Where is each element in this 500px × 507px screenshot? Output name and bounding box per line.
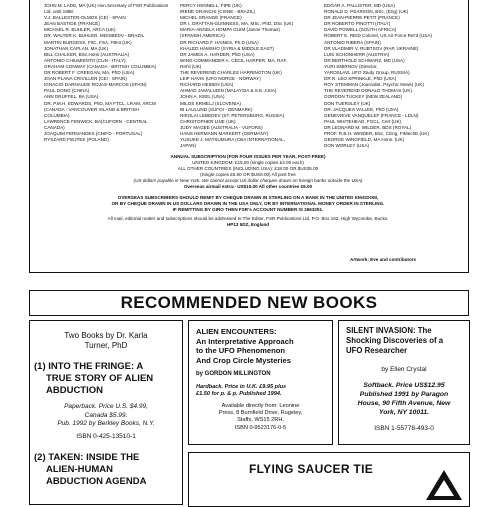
consultant-entry: DR BERTHOLD SCHWARZ, MD (USA) bbox=[324, 57, 405, 63]
silent-title-3: UFO Researcher bbox=[346, 346, 408, 355]
consultant-entry: RYSZARD FIEJTEK (POLAND) bbox=[44, 137, 109, 143]
consultant-entry: GEORGE WINGFIELD, MA Hons. (UK) bbox=[324, 137, 405, 143]
alien-title-2: An Interpretative Approach bbox=[196, 336, 294, 346]
silent-isbn: ISBN 1-55778-493-0 bbox=[374, 425, 434, 432]
consultant-entry: JOHN M. LADE, MA (UK) Hon.Secretary of FSR Publications bbox=[44, 3, 169, 8]
alien-price-2: £1.50 for p. & p. Published 1994. bbox=[196, 391, 282, 398]
consultant-entry: YUSUKE J. MATSUMURA (CBA INTERNATIONAL, bbox=[180, 137, 285, 143]
consultant-entry: JONATHAN CAPLAN, MA (UK) bbox=[44, 45, 108, 51]
consultant-entry: DR. JACQUES VALLEE, PhD (USA) bbox=[324, 106, 399, 112]
book2-title-2: ALIEN-HUMAN bbox=[46, 464, 114, 475]
consultant-entry: GORDON TUCKEY (NEW ZEALAND) bbox=[324, 94, 402, 100]
consultant-entry: GRAHAM CONWAY (CANADA - BRITISH COLUMBIA) bbox=[44, 63, 157, 69]
silent-title-2: Shocking Discoveries of a bbox=[346, 336, 444, 345]
consultant-entry: PROF. R.B.H. WINDER, BSc, CEng, FIMechE (UK) bbox=[324, 130, 429, 136]
consultant-entry: MILOS KRMELJ (SLOVENIA) bbox=[180, 100, 242, 106]
consultants-col-3 bbox=[324, 3, 432, 149]
book1-title-3: ABDUCTION bbox=[46, 385, 103, 396]
subscription-uk: UNITED KINGDOM: £15.00 (single copies £4.00 each) bbox=[192, 160, 304, 166]
consultant-entry: DON TUERSLEY (UK) bbox=[324, 100, 371, 106]
alien-avail-3: Staffs, WS15 2RH. bbox=[237, 417, 284, 424]
triangle-icon bbox=[424, 468, 464, 502]
book1-title-2: TRUE STORY OF ALIEN bbox=[46, 373, 154, 384]
book2-title-3: ABDUCTION AGENDA bbox=[46, 476, 147, 487]
consultant-entry: ROBERT E. REID Colonel, US Air Force Ret'd (USA) bbox=[324, 33, 432, 39]
book1-price-3: Pub. 1992 by Berkley Books, N.Y. bbox=[57, 420, 155, 427]
consultant-entry: DR I. GRATTAN-GUINNESS, MA, MSc, PhD, DSc (UK) bbox=[180, 21, 294, 27]
consultant-entry: BILL CHALKER, BSc.Hons (AUSTRALIA) bbox=[44, 51, 130, 57]
subscription-single: (Single copies £5.00 OR $US9.00) All post free bbox=[200, 172, 296, 178]
consultant-entry: DR R. LEO SPRINKLE, PhD (USA) bbox=[324, 76, 397, 82]
consultant-entry: Ltd. until 1988. bbox=[44, 9, 75, 15]
book1-title-1: (1) INTO THE FRINGE: A bbox=[34, 361, 144, 372]
silent-author: by Ellen Crystal bbox=[381, 366, 427, 373]
consultant-entry: Ret'd (UK) bbox=[180, 63, 202, 69]
consultant-entry: PAUL DONG (CHINA) bbox=[44, 88, 90, 94]
consultant-entry: (SPANISH AMERICA) bbox=[180, 33, 225, 39]
karla-intro-1: Two Books by Dr. Karla bbox=[64, 331, 148, 340]
consultant-entry: DR RICHARD F. HAINES, Ph.D (USA) bbox=[180, 39, 259, 45]
consultant-entry: DR JEAN-PIERRE PETIT (FRANCE) bbox=[324, 15, 400, 21]
book1-price-1: Paperback. Price U.S. $4.99, bbox=[64, 403, 148, 410]
consultant-entry: DR ROBERTO PINOTTI (ITALY) bbox=[324, 21, 391, 27]
consultant-entry: V.J. BALLESTER-OLMOS (CE) - SPAIN bbox=[44, 15, 126, 21]
consultant-entry: LUIS SCHONHERR (AUSTRIA) bbox=[324, 51, 390, 57]
consultant-entry: WING-COMMANDER A. CECIL HARPER, MA, RAF, bbox=[180, 57, 288, 63]
consultant-entry: JOAN PLANA CRIVILLEN (CEI - SPAIN) bbox=[44, 76, 127, 82]
consultant-entry: PERCY HENNELL, FIPE (UK) bbox=[180, 3, 242, 8]
consultant-entry: DR VLADIMIR V. RUBTSOV (RAP, UKRAINE) bbox=[324, 45, 419, 51]
consultant-entry: (CANADA - VANCOUVER ISLAND & BRITISH bbox=[44, 106, 139, 112]
address-line-2: HP13 5DZ, England bbox=[226, 221, 270, 227]
book1-price-2: Canada $5.99. bbox=[84, 411, 128, 419]
consultant-entry: COLUMBIA) bbox=[44, 112, 70, 118]
karla-intro-2: Turner, PhD bbox=[84, 341, 128, 350]
consultant-entry: RONALD D. PEARSON, BSc, (Eng) (UK) bbox=[324, 9, 409, 15]
book2-title-1: (2) TAKEN: INSIDE THE bbox=[34, 452, 140, 463]
consultant-entry: KHALED HAMSHO (SYRIA & MIDDLE EAST) bbox=[180, 45, 274, 51]
alien-isbn: ISBN 0-9523176-0-5 bbox=[234, 424, 287, 431]
consultant-entry: DON WORLEY (USA) bbox=[324, 143, 370, 149]
silent-price-3: House, 90 Fifth Avenue, New bbox=[357, 400, 451, 407]
consultant-entry: MARTIN BURGESS, FIIC, FSA, FBHI (UK) bbox=[44, 39, 132, 45]
consultant-entry: ANTONIO RIBERA (SPAIN) bbox=[324, 39, 381, 45]
consultant-entry: DAVID POWELL (SOUTH AFRICA) bbox=[324, 27, 397, 33]
subscription-title: ANNUAL SUBSCRIPTION (FOR FOUR ISSUES PER YEAR, POST-FREE) bbox=[170, 154, 326, 159]
alien-avail-2: Press, 8 Burnfield Drive, Rugeley, bbox=[218, 410, 303, 417]
consultant-entry: DR JAMES A. HARDER, PhD (USA) bbox=[180, 51, 255, 57]
consultant-entry: YURI SMIRNOV (Director, bbox=[324, 63, 378, 69]
consultant-entry: THE REVEREND DONALD THOMAS (UK) bbox=[324, 88, 412, 94]
consultant-entry: LAWRENCE FENWICK, BA(CUFORN - CENTRAL bbox=[44, 118, 148, 124]
flying-saucer-tie-title: FLYING SAUCER TIE bbox=[249, 462, 374, 476]
consultants-col-1 bbox=[44, 3, 168, 143]
subscription-other: ALL OTHER COUNTRIES (INCLUDING USA): £18.00 OR $US35.00 bbox=[177, 166, 319, 172]
consultant-entry: ANN DRUFFEL, BA (USA) bbox=[44, 94, 99, 100]
consultant-entry: GENEVIEVE VANQUELEF (FRANCE - LDLN) bbox=[324, 112, 419, 118]
consultant-entry: PAUL WHITEHEAD, FGCL, Cert (UK) bbox=[324, 118, 402, 124]
consultant-entry: EDGAR A. PALLISTER, MD (USA) bbox=[324, 3, 395, 8]
remit-line-1: OVERSEAS SUBSCRIBERS SHOULD REMIT BY CHEQUE DRAWN IN STERLING ON A BANK IN THE UNITED KINGDOM, bbox=[117, 194, 379, 200]
consultant-entry: CANADA) bbox=[44, 124, 65, 130]
consultant-entry: CHRISTOPHER LINE (UK) bbox=[180, 118, 236, 124]
consultant-entry: ANTONIO CHIUMIENTO (CUN - ITALY) bbox=[44, 57, 126, 63]
consultant-entry: DR. P.M.H. EDWARDS, PhD, MA FTCL, LRAM, ARCM bbox=[44, 100, 156, 106]
consultant-entry: JOHN A. KEEL (USA) bbox=[180, 94, 225, 100]
book-karla-turner bbox=[29, 320, 183, 505]
consultant-entry: IGNACIO DARNAUDE ROJAS-MARCOS (SPAIN) bbox=[44, 82, 147, 88]
consultant-entry: JOAQUIM FERNANDES (CNIFO - PORTUGAL) bbox=[44, 130, 143, 136]
consultant-entry: HANS HERMANN MARKERT (GERMANY) bbox=[180, 130, 269, 136]
consultant-entry: DR ROBERT F. CREEGAN, MA, PhD (USA) bbox=[44, 70, 135, 76]
consultants-box bbox=[29, 0, 469, 273]
silent-title-1: SILENT INVASION: The bbox=[346, 326, 432, 335]
consultant-entry: NIKOLAI LEBEDEV (ST. PETERSBURG, RUSSIA) bbox=[180, 112, 285, 118]
consultant-entry: IB LAULUND (SUFOI - DENMARK) bbox=[180, 106, 253, 112]
flying-saucer-tie-box bbox=[188, 452, 470, 507]
artwork-credit: Artwork: Eve and contributors bbox=[350, 257, 417, 262]
book-silent-invasion bbox=[338, 320, 470, 445]
consultant-entry: IRENE GRANCHI (CISNE - BRAZIL) bbox=[180, 9, 256, 15]
consultants-col-2 bbox=[180, 3, 293, 149]
alien-avail-1: Available directly from: Leonine bbox=[221, 403, 300, 409]
remit-line-2: OR BY CHEQUE DRAWN IN US DOLLARS DRAWN IN THE USA ONLY, OR BY INTERNATIONAL MONEY ORDER IN STERLING. bbox=[111, 200, 385, 206]
book1-isbn: ISBN 0-425-13510-1 bbox=[76, 433, 136, 440]
consultant-entry: DR. WALTER K. BUHLER, MD/SBEDV - BRAZIL bbox=[44, 33, 145, 39]
alien-title-3: to the UFO Phenomenon bbox=[196, 346, 286, 356]
book-alien-encounters bbox=[188, 320, 333, 445]
subscription-airmail: Overseas airmail extra:- US$10.00 All other countries £6.00 bbox=[183, 184, 313, 190]
section-header: RECOMMENDED NEW BOOKS bbox=[29, 290, 469, 316]
alien-price-1: Hardback. Price in U.K. £9.95 plus bbox=[196, 384, 287, 390]
consultant-entry: JEAN BASTIDE (FRANCE) bbox=[44, 21, 100, 27]
consultant-entry: RICHARD HEIDEN (USA) bbox=[180, 82, 234, 88]
consultant-entry: JUDY MAGEE (AUSTRALIA - VUFORS) bbox=[180, 124, 263, 130]
alien-title-1: ALIEN ENCOUNTERS: bbox=[196, 327, 277, 336]
subscription-note: (US dollars payable in New York. We cannot accept US dollar cheques drawn on foreign banks outside the USA) bbox=[133, 178, 363, 184]
remit-line-3: IF REMITTING BY GIRO THEN FSR's ACCOUNT NUMBER IS 3563251. bbox=[172, 206, 324, 212]
consultant-entry: MICHAEL R. BUHLER, ARCA (UK) bbox=[44, 27, 116, 33]
consultant-entry: JAPAN) bbox=[180, 143, 196, 149]
address-line-1: All mail, editorial matter and subscriptions should be addressed to The Editor, FSR Publications Ltd, P.O. Box 162, High Wycombe, Bucks. bbox=[107, 215, 389, 221]
consultant-entry: AHMAD JAMALUDIN (MALAYSIA & S.E. ASIA) bbox=[180, 88, 277, 94]
silent-price-4: York, NY 10011. bbox=[378, 409, 430, 416]
consultant-entry: MICHEL GRANGE (FRANCE) bbox=[180, 15, 242, 21]
subscription-block bbox=[30, 154, 466, 228]
silent-price-2: Published 1991 by Paragon bbox=[359, 391, 449, 398]
consultant-entry: THE REVEREND CHARLES HARRINGTON (UK) bbox=[180, 70, 282, 76]
consultant-entry: MARIA-ANGELA HOMPA GUIM (Janne Thomas) bbox=[180, 27, 280, 33]
consultant-entry: ROY STEMMAN (Journalist, Psychic News) (UK) bbox=[324, 82, 424, 88]
silent-price-1: Softback. Price US$12.95 bbox=[363, 382, 445, 389]
consultant-entry: LEIF HAVIK (UFO NORGE - NORWAY) bbox=[180, 76, 261, 82]
alien-title-4: And Crop Circle Mysteries bbox=[196, 355, 291, 365]
consultant-entry: DR LEONARD M. WILDER, BDS (ROYAL) bbox=[324, 124, 412, 130]
consultant-entry: YAROSLAVL UFO Study Group, RUSSIA) bbox=[324, 70, 410, 76]
alien-author: by GORDON MILLINGTON bbox=[196, 371, 271, 377]
